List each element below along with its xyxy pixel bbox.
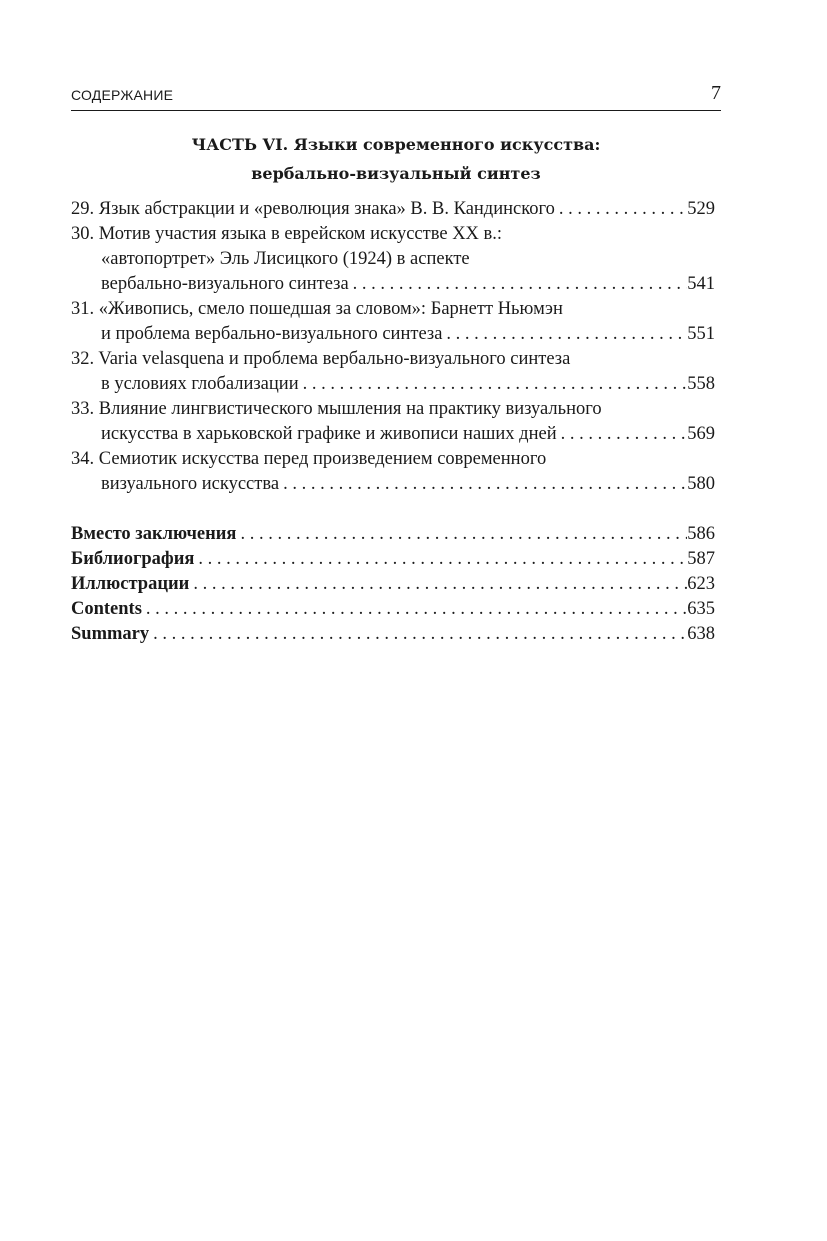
section-gap <box>71 497 715 522</box>
toc-entry-30-line-1[interactable] <box>71 222 715 247</box>
toc-page-number: 638 <box>687 624 715 644</box>
toc-entry-29[interactable] <box>71 197 715 222</box>
running-head <box>71 80 721 111</box>
leader-dots <box>236 522 687 547</box>
toc-entry-30-line-2[interactable] <box>71 247 715 272</box>
toc-page-number: 635 <box>687 599 715 619</box>
toc-entry-title: в условиях глобализации <box>101 374 299 394</box>
running-head-title: СОДЕРЖАНИЕ <box>71 87 174 103</box>
toc-entry-32-line-1[interactable] <box>71 347 715 372</box>
page-number: 7 <box>711 82 721 104</box>
toc-entry-title: Вместо заключения <box>71 524 237 544</box>
toc-page-number: 569 <box>687 424 715 444</box>
toc-entry-title: визуального искусства <box>101 474 280 494</box>
toc-entry-title: 33. Влияние лингвистического мышления на практику визуального <box>71 399 602 419</box>
part-title <box>71 130 721 188</box>
toc-entry-title: вербально-визуального синтеза <box>101 274 349 294</box>
toc-entry-title: Библиография <box>71 549 195 569</box>
toc-entry-title: «автопортрет» Эль Лисицкого (1924) в аспекте <box>101 249 470 269</box>
toc-entry-title: Иллюстрации <box>71 574 190 594</box>
toc-entry-title: 29. Язык абстракции и «революция знака» В. В. Кандинского <box>71 199 555 219</box>
leader-dots <box>349 272 688 297</box>
leader-dots <box>557 422 688 447</box>
toc-entry-title: 34. Семиотик искусства перед произведением современного <box>71 449 547 469</box>
toc-entry-title: Contents <box>71 599 142 619</box>
toc-entry-34-line-1[interactable] <box>71 447 715 472</box>
toc-entry-33-line-2[interactable] <box>71 422 715 447</box>
toc-page-number: 587 <box>687 549 715 569</box>
toc-entry-illustrations[interactable] <box>71 572 715 597</box>
toc-entry-30-line-3[interactable] <box>71 272 715 297</box>
toc-entry-32-line-2[interactable] <box>71 372 715 397</box>
toc-page-number: 580 <box>687 474 715 494</box>
toc-entry-title: Summary <box>71 624 150 644</box>
toc-entry-34-line-2[interactable] <box>71 472 715 497</box>
toc-page-number: 551 <box>687 324 715 344</box>
toc-entry-bibliography[interactable] <box>71 547 715 572</box>
toc-page-number: 586 <box>687 524 715 544</box>
toc-entry-title: 31. «Живопись, смело пошедшая за словом»: Барнетт Ньюмэн <box>71 299 563 319</box>
toc-entry-31-line-1[interactable] <box>71 297 715 322</box>
table-of-contents <box>71 197 715 647</box>
toc-entry-contents[interactable] <box>71 597 715 622</box>
toc-entry-conclusion[interactable] <box>71 522 715 547</box>
toc-entry-title: и проблема вербально-визуального синтеза <box>101 324 443 344</box>
leader-dots <box>555 197 687 222</box>
toc-page-number: 623 <box>687 574 715 594</box>
toc-page-number: 529 <box>687 199 715 219</box>
leader-dots <box>299 372 688 397</box>
leader-dots <box>279 472 687 497</box>
leader-dots <box>194 547 687 572</box>
part-title-line-2: вербально-визуальный синтез <box>251 164 541 183</box>
toc-entry-title: 32. Varia velasquena и проблема вербально-визуального синтеза <box>71 349 571 369</box>
leader-dots <box>189 572 687 597</box>
leader-dots <box>149 622 687 647</box>
toc-entry-33-line-1[interactable] <box>71 397 715 422</box>
leader-dots <box>442 322 687 347</box>
toc-entry-31-line-2[interactable] <box>71 322 715 347</box>
leader-dots <box>142 597 687 622</box>
part-title-line-1: ЧАСТЬ VI. Языки современного искусства: <box>191 135 601 154</box>
toc-entry-summary[interactable] <box>71 622 715 647</box>
toc-page-number: 558 <box>687 374 715 394</box>
toc-entry-title: искусства в харьковской графике и живописи наших дней <box>101 424 557 444</box>
toc-entry-title: 30. Мотив участия языка в еврейском искусстве XX в.: <box>71 224 503 244</box>
toc-page-number: 541 <box>687 274 715 294</box>
